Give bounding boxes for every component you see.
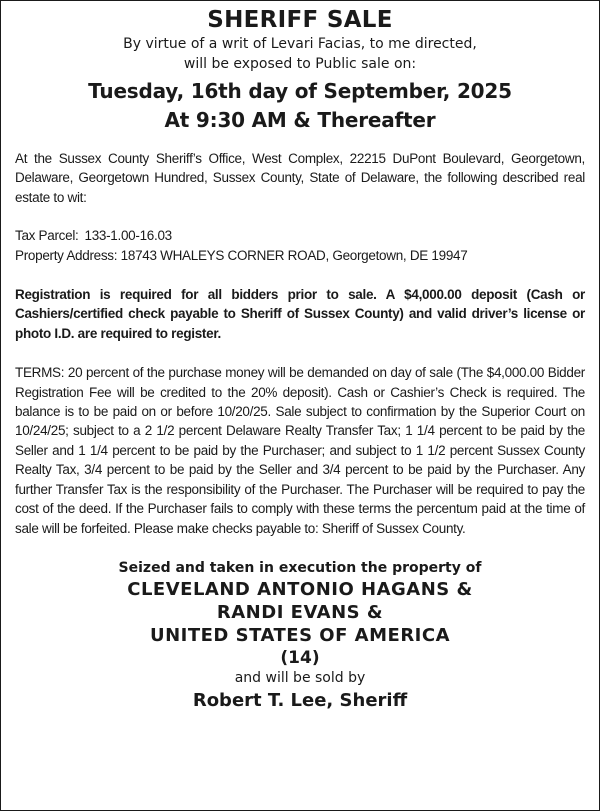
notice-title: SHERIFF SALE — [207, 7, 393, 33]
terms-paragraph: TERMS: 20 percent of the purchase money will be demanded on day of sale (The $4,000.00 Bidder Registration Fee will be credited to the 20% deposit). Cash or Cashier’s Check is required. The balance is to be paid on or before 10/20/25. Sale subject to confirmation by the Superior Court on 10/24/25; subject to a 2 1/2 percent Delaware Realty Transfer Tax; 1 1/4 percent to be paid by the Seller and 1 1/4 percent to be paid by the Purchaser; and subject to 1 1/2 percent Sussex County Realty Tax, 3/4 percent to be paid by the Seller and 3/4 percent to be paid by the Purchaser. Any further Transfer Tax is the responsibility of the Purchaser. The Purchaser will be required to pay the cost of the deed. If the Purchaser fails to comply with these terms the percentum paid at the time of sale will be forfeited. Please make checks payable to: Sheriff of Sussex County. — [15, 365, 585, 536]
seized-line: Seized and taken in execution the property of — [118, 559, 482, 576]
tax-parcel-value: 133-1.00-16.03 — [84, 228, 172, 244]
sale-time: At 9:30 AM & Thereafter — [164, 108, 436, 132]
defendant-name: CLEVELAND ANTONIO HAGANS & — [127, 578, 473, 600]
sold-by-line: and will be sold by — [234, 669, 366, 686]
property-address-line — [15, 246, 585, 265]
case-number: (14) — [280, 647, 320, 668]
property-address-label: Property Address: — [15, 247, 118, 263]
intro-line-2: will be exposed to Public sale on: — [183, 56, 417, 72]
sale-location-paragraph: At the Sussex County Sheriff’s Office, West Complex, 22215 DuPont Boulevard, Georgetown, Delaware, Georgetown Hundred, Sussex County, State of Delaware, the following described real estate to wit: — [15, 151, 585, 205]
intro-line-1: By virtue of a writ of Levari Facias, to me directed, — [123, 36, 477, 52]
defendant-name: RANDI EVANS & — [216, 601, 384, 623]
defendant-name: UNITED STATES OF AMERICA — [149, 624, 451, 646]
sale-date-block — [15, 77, 585, 135]
registration-paragraph: Registration is required for all bidders prior to sale. A $4,000.00 deposit (Cash or Cashiers/certified check payable to Sheriff of Sussex County) and valid driver’s license or photo I.D. are required to register. — [15, 287, 585, 341]
property-details — [15, 226, 585, 265]
tax-parcel-label: Tax Parcel: — [15, 228, 79, 244]
closing-block — [15, 558, 585, 714]
property-address-value: 18743 WHALEYS CORNER ROAD, Georgetown, DE 19947 — [120, 247, 468, 263]
intro-text — [15, 34, 585, 74]
sale-date: Tuesday, 16th day of September, 2025 — [88, 79, 512, 103]
tax-parcel-line — [15, 226, 585, 245]
sheriff-name: Robert T. Lee, Sheriff — [192, 689, 408, 711]
